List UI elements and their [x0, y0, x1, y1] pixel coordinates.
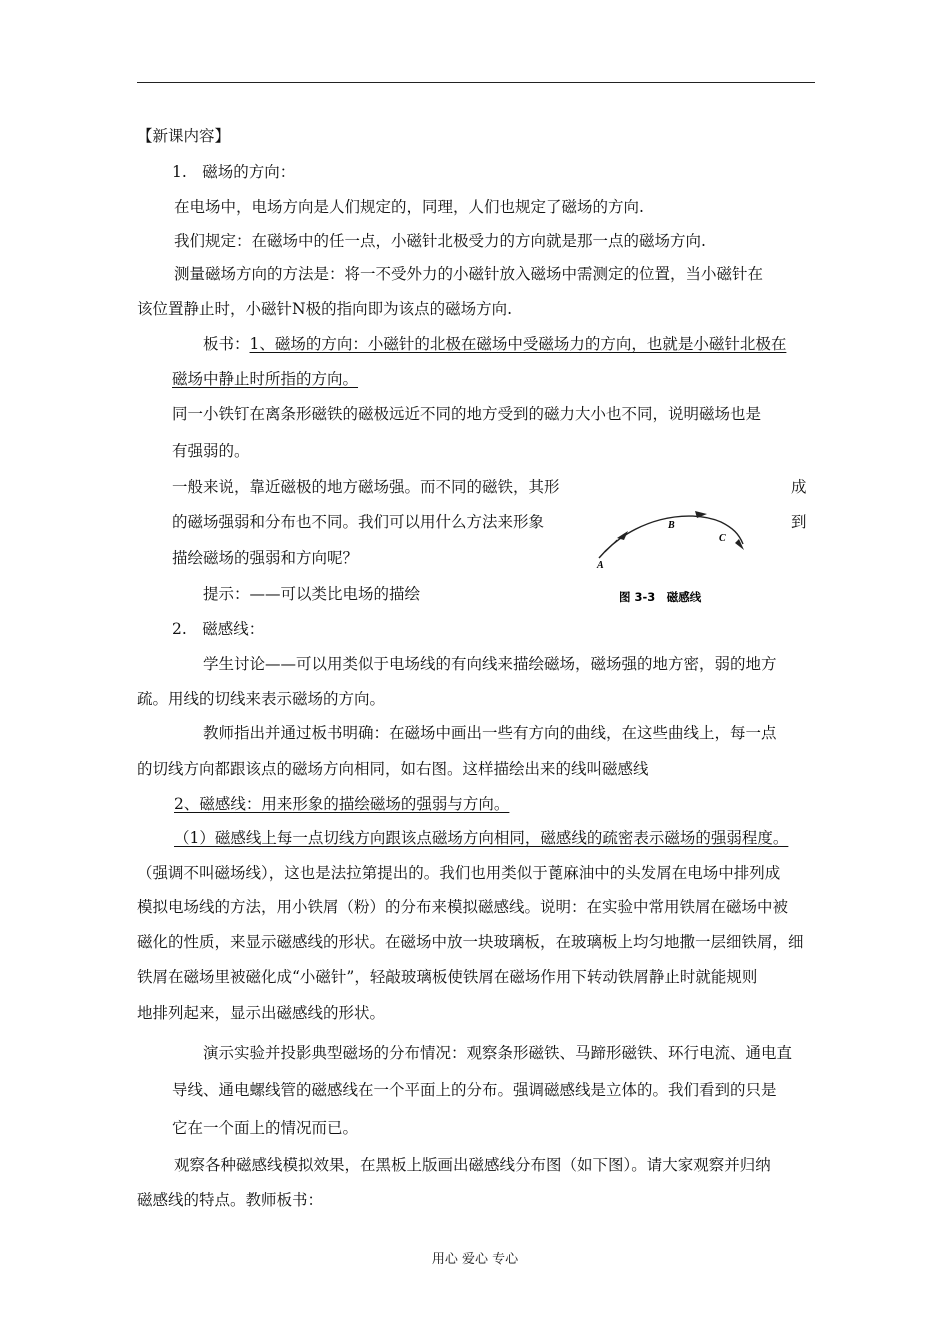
paragraph-10-line-2: 磁感线的特点。教师板书： [137, 1191, 324, 1209]
blackboard-note-1-text: 1、磁场的方向：小磁针的北极在磁场中受磁场力的方向，也就是小磁针北极在 [249, 335, 787, 353]
paragraph-9-line-1: 演示实验并投影典型磁场的分布情况：观察条形磁铁、马蹄形磁铁、环行电流、通电直 [203, 1044, 793, 1062]
paragraph-7-line-1: 教师指出并通过板书明确：在磁场中画出一些有方向的曲线，在这些曲线上，每一点 [203, 724, 777, 742]
blackboard-note-1-line-1 [203, 334, 786, 354]
arrow-right-icon [735, 539, 744, 550]
blackboard-note-2: 2、磁感线：用来形象的描绘磁场的强弱与方向。 [174, 795, 510, 813]
point-c-label: C [719, 533, 726, 544]
paragraph-6-line-1: 学生讨论——可以用类似于电场线的有向线来描绘磁场，磁场强的地方密，弱的地方 [203, 655, 777, 673]
header-rule [137, 82, 815, 83]
figure-caption: 图 3-3 磁感线 [619, 590, 702, 604]
section-2-title: 2. 磁感线： [172, 620, 265, 638]
paragraph-5-line-2-end: 到 [791, 513, 807, 531]
paragraph-5-line-2: 的磁场强弱和分布也不同。我们可以用什么方法来形象 [172, 513, 545, 531]
blackboard-label: 板书： [203, 335, 250, 353]
hint-text: 提示：——可以类比电场的描绘 [203, 585, 421, 603]
point-b-label: B [668, 520, 675, 531]
paragraph-3-line-1: 测量磁场方向的方法是：将一不受外力的小磁针放入磁场中需测定的位置，当小磁针在 [174, 265, 764, 283]
blackboard-note-3: （1）磁感线上每一点切线方向跟该点磁场方向相同，磁感线的疏密表示磁场的强弱程度。 [174, 829, 789, 847]
paragraph-8-line-5: 地排列起来，显示出磁感线的形状。 [137, 1004, 386, 1022]
paragraph-5-line-3: 描绘磁场的强弱和方向呢？ [172, 549, 359, 567]
paragraph-6-line-2: 疏。用线的切线来表示磁场的方向。 [137, 690, 386, 708]
paragraph-2: 我们规定：在磁场中的任一点，小磁针北极受力的方向就是那一点的磁场方向. [174, 232, 706, 250]
paragraph-8-line-1: （强调不叫磁场线），这也是法拉第提出的。我们也用类似于蓖麻油中的头发屑在电场中排列成 [137, 864, 781, 882]
magnetic-field-line-figure [593, 500, 763, 612]
paragraph-8-line-4: 铁屑在磁场里被磁化成“小磁针”，轻敲玻璃板使铁屑在磁场作用下转动铁屑静止时就能规则 [137, 968, 758, 986]
point-a-label: A [597, 560, 604, 571]
blackboard-note-1-line-2: 磁场中静止时所指的方向。 [172, 370, 359, 388]
paragraph-5-line-1: 一般来说，靠近磁极的地方磁场强。而不同的磁铁，其形 [172, 478, 560, 496]
section-1-title: 1. 磁场的方向： [172, 163, 296, 181]
paragraph-9-line-2: 导线、通电螺线管的磁感线在一个平面上的分布。强调磁感线是立体的。我们看到的只是 [172, 1081, 777, 1099]
paragraph-9-line-3: 它在一个面上的情况而已。 [172, 1119, 359, 1137]
paragraph-5-line-1-end: 成 [791, 478, 807, 496]
paragraph-10-line-1: 观察各种磁感线模拟效果，在黑板上版画出磁感线分布图（如下图）。请大家观察并归纳 [174, 1156, 771, 1174]
paragraph-3-line-2: 该位置静止时，小磁针N极的指向即为该点的磁场方向. [137, 300, 512, 318]
paragraph-1: 在电场中，电场方向是人们规定的，同理，人们也规定了磁场的方向. [174, 198, 644, 216]
paragraph-4-line-1: 同一小铁钉在离条形磁铁的磁极远近不同的地方受到的磁力大小也不同，说明磁场也是 [172, 405, 762, 423]
paragraph-4-line-2: 有强弱的。 [172, 442, 250, 460]
paragraph-8-line-3: 磁化的性质，来显示磁感线的形状。在磁场中放一块玻璃板，在玻璃板上均匀地撒一层细铁屑，细 [137, 933, 804, 951]
paragraph-8-line-2: 模拟电场线的方法，用小铁屑（粉）的分布来模拟磁感线。说明：在实验中常用铁屑在磁场中被 [137, 898, 789, 916]
paragraph-7-line-2: 的切线方向都跟该点的磁场方向相同，如右图。这样描绘出来的线叫磁感线 [137, 760, 649, 778]
page-footer: 用心 爱心 专心 [431, 1252, 519, 1267]
tangent-line [605, 540, 617, 552]
section-heading: 【新课内容】 [137, 127, 231, 145]
